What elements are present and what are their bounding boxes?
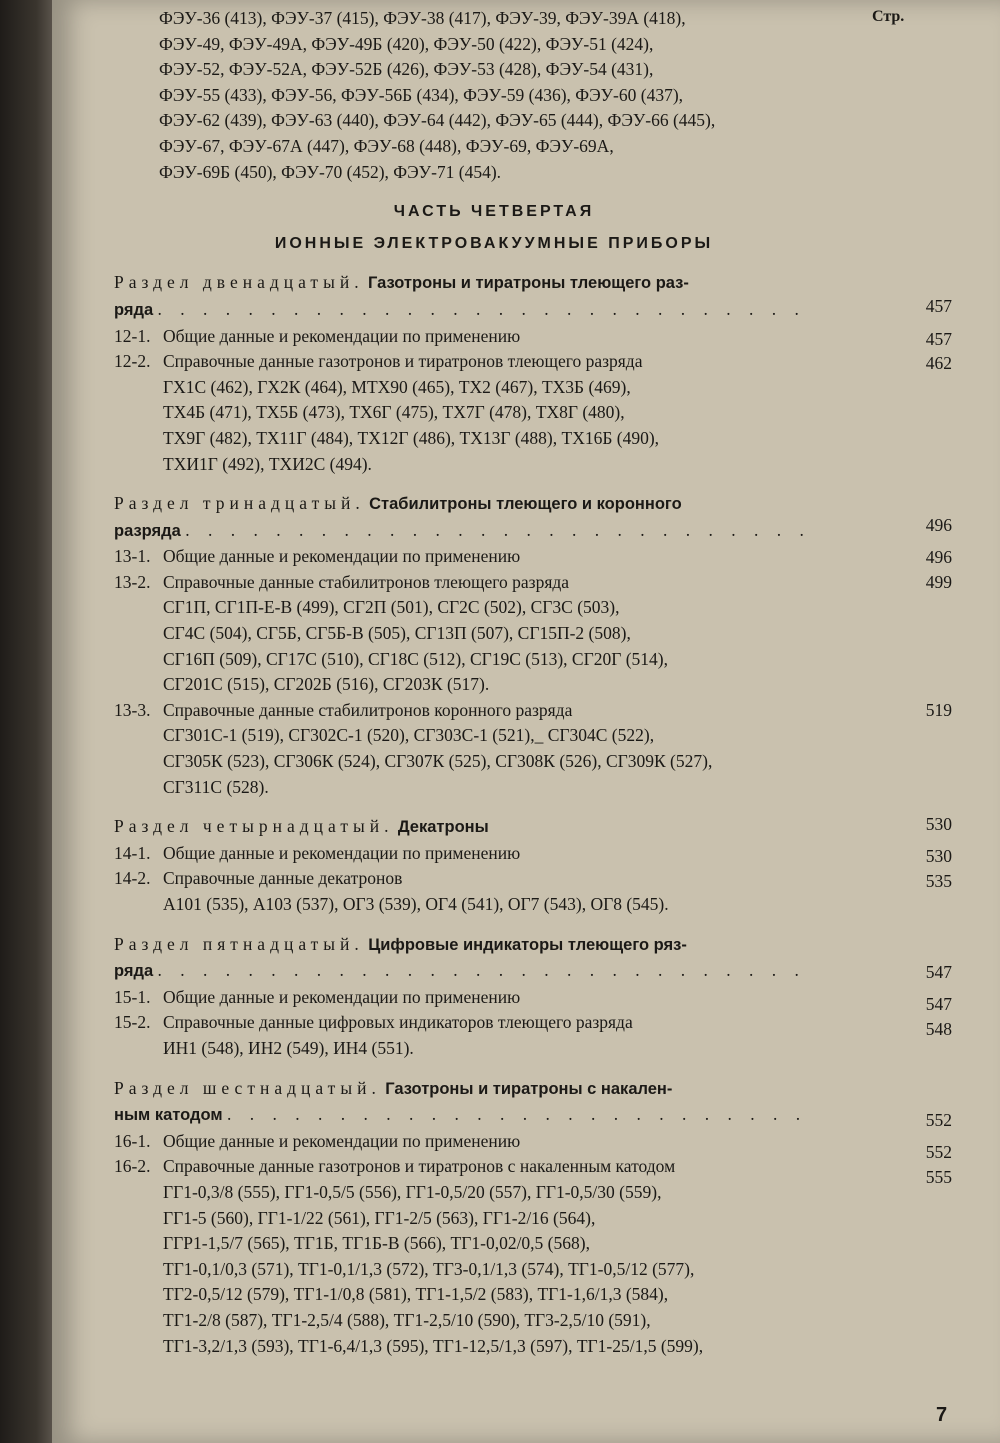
item-detail: СГ311С (528).	[163, 776, 269, 797]
section-title: Газотроны и тиратроны с накален-	[385, 1079, 673, 1098]
item-number: 16-1.	[114, 1130, 151, 1151]
section-title: Газотроны и тиратроны тлеющего раз-	[367, 274, 689, 293]
section-title: Декатроны	[397, 818, 489, 837]
page-number: 535	[925, 871, 952, 891]
item-text: Общие данные и рекомендации по применению	[163, 986, 521, 1007]
section-title: Стабилитроны тлеющего и коронного	[369, 495, 682, 514]
item-text: Справочные данные декатронов	[163, 868, 403, 889]
section-title-cont: ряда	[114, 300, 154, 319]
section-14	[114, 814, 874, 917]
section-12: Раздел двенадцатый. Газотроны и тиратроны тлеющего раз- ряда . . . . . . . . . . . . . . . . . . . . . . . . . . . . . 12-1. Общие данные и рекомендации по применению 12-2. Справочные данные газотронов и тиратронов тлеющего разряда ГХ1С (462), ГХ2К (464), МТХ90 (465), ТХ2 (467), ТХ3Б (469), ТХ4Б (471), ТХ5Б (473), ТХ6Г (475), ТХ7Г (478), ТХ8Г (480), ТХ9Г (482), ТХ11Г (484), ТХ12Г (486), ТХ13Г (488), ТХ16Б (490), ТХИ1Г (492), ТХИ2С (494).	[114, 270, 874, 477]
item-detail: А101 (535), А103 (537), ОГ3 (539), ОГ4 (541), ОГ7 (543), ОГ8 (545).	[163, 894, 669, 914]
section-label: Раздел четырнадцатый.	[114, 816, 394, 837]
section-16: Раздел шестнадцатый. Газотроны и тиратроны с накален- ным катодом . . . . . . . . . . . . . . . . . . . . . . . . . . 16-1. Общие данные и рекомендации по применению 16-2. Справочные данные газотронов и тиратронов с накаленным катодом ГГ1-0,3/8 (555), ГГ1-0,5/5 (556), ГГ1-0,5/20 (557), ГГ1-0,5/30 (559), ГГ1-5 (560), ГГ1-1/22 (561), ГГ1-2/5 (563), ГГ1-2/16 (564), ГГР1-1,5/7 (565), ТГ1Б, ТГ1Б-В (566), ТГ1-0,02/0,5 (568), ТГ1-0,1/0,3 (571), ТГ1-0,1/1,3 (572), ТГ3-0,1/1,3 (574), ТГ1-0,5/12 (577), ТГ2-0,5/12 (579), ТГ1-1/0,8 (581), ТГ1-1,5/2 (583), ТГ1-1,6/1,3 (584), ТГ1-2/8 (587), ТГ1-2,5/4 (588), ТГ1-2,5/10 (590), ТГ3-2,5/10 (591), ТГ1-3,2/1,3 (593), ТГ1-6,4/1,3 (595), ТГ1-12,5/1,3 (597), ТГ1-25/1,5 (599),	[114, 1076, 874, 1360]
top-line: ФЭУ-49, ФЭУ-49А, ФЭУ-49Б (420), ФЭУ-50 (422), ФЭУ-51 (424),	[159, 33, 654, 54]
item-detail: ТГ1-0,1/0,3 (571), ТГ1-0,1/1,3 (572), ТГ3-0,1/1,3 (574), ТГ1-0,5/12 (577),	[163, 1258, 695, 1279]
section-title-cont: ряда	[114, 962, 154, 981]
page-number: 499	[925, 572, 952, 592]
page-column-label: Стр.	[872, 8, 905, 25]
page-number: 555	[925, 1167, 952, 1187]
item-detail: СГ201С (515), СГ202Б (516), СГ203К (517).	[163, 674, 490, 695]
item-number: 13-2.	[114, 571, 151, 592]
item-detail: ГГР1-1,5/7 (565), ТГ1Б, ТГ1Б-В (566), ТГ1-0,02/0,5 (568),	[163, 1233, 590, 1254]
top-block	[114, 6, 874, 185]
item-detail: ТХ4Б (471), ТХ5Б (473), ТХ6Г (475), ТХ7Г (478), ТХ8Г (480),	[163, 402, 625, 423]
item-text: Общие данные и рекомендации по применению	[163, 546, 521, 567]
item-number: 12-2.	[114, 351, 151, 372]
page-number: 547	[925, 962, 952, 982]
top-line: ФЭУ-67, ФЭУ-67А (447), ФЭУ-68 (448), ФЭУ-69, ФЭУ-69А,	[159, 135, 614, 156]
section-title: Цифровые индикаторы тлеющего ряз-	[368, 935, 687, 954]
section-13: Раздел тринадцатый. Стабилитроны тлеющего и коронного разряда . . . . . . . . . . . . . . . . . . . . . . . . . . . . 13-1. Общие данные и рекомендации по применению 13-2. Справочные данные стабилитронов тлеющего разряда СГ1П, СГ1П-Е-В (499), СГ2П (501), СГ2С (502), СГ3С (503), СГ4С (504), СГ5Б, СГ5Б-В (505), СГ13П (507), СГ15П-2 (508), СГ16П (509), СГ17С (510), СГ18С (512), СГ19С (513), СГ20Г (514), СГ201С (515), СГ202Б (516), СГ203К (517). 13-3. Справочные данные стабилитронов коронного разряда СГ301С-1 (519), СГ302С-1 (520), СГ303С-1 (521),_ СГ304С (522), СГ305К (523), СГ306К (524), СГ307К (525), СГ308К (526), СГ309К (527), СГ311С (528).	[114, 491, 874, 800]
page-number: 462	[925, 353, 952, 373]
section-label: Раздел шестнадцатый.	[114, 1077, 381, 1098]
page-number: 457	[925, 296, 952, 316]
item-detail: ТХ9Г (482), ТХ11Г (484), ТХ12Г (486), ТХ13Г (488), ТХ16Б (490),	[163, 427, 660, 448]
item-detail: ТГ2-0,5/12 (579), ТГ1-1/0,8 (581), ТГ1-1,5/2 (583), ТГ1-1,6/1,3 (584),	[163, 1284, 669, 1305]
section-label: Раздел пятнадцатый.	[114, 933, 364, 954]
toc-body	[114, 6, 874, 1359]
item-number: 15-2.	[114, 1012, 151, 1033]
section-title-cont: разряда	[114, 521, 181, 540]
page-number: 552	[925, 1110, 952, 1130]
item-detail: ГХ1С (462), ГХ2К (464), МТХ90 (465), ТХ2 (467), ТХ3Б (469),	[163, 376, 631, 397]
item-number: 14-1.	[114, 842, 151, 863]
item-detail: СГ305К (523), СГ306К (524), СГ307К (525), СГ308К (526), СГ309К (527),	[163, 751, 713, 772]
item-text: Общие данные и рекомендации по применению	[163, 1130, 521, 1151]
item-number: 13-1.	[114, 546, 151, 567]
top-line: ФЭУ-52, ФЭУ-52А, ФЭУ-52Б (426), ФЭУ-53 (428), ФЭУ-54 (431),	[159, 59, 654, 80]
item-number: 12-1.	[114, 325, 151, 346]
item-text: Справочные данные газотронов и тиратронов с накаленным катодом	[163, 1156, 676, 1177]
item-detail: ТГ1-3,2/1,3 (593), ТГ1-6,4/1,3 (595), ТГ1-12,5/1,3 (597), ТГ1-25/1,5 (599),	[163, 1335, 704, 1356]
item-number: 13-3.	[114, 699, 151, 720]
item-detail: ГГ1-5 (560), ГГ1-1/22 (561), ГГ1-2/5 (563), ГГ1-2/16 (564),	[163, 1207, 596, 1228]
footer-page-number: 7	[936, 1404, 948, 1426]
item-text: Справочные данные газотронов и тиратронов тлеющего разряда	[163, 351, 643, 372]
item-detail: ТГ1-2/8 (587), ТГ1-2,5/4 (588), ТГ1-2,5/10 (590), ТГ3-2,5/10 (591),	[163, 1309, 651, 1330]
book-gutter	[0, 0, 52, 1443]
page-number: 530	[925, 814, 952, 834]
item-detail: ИН1 (548), ИН2 (549), ИН4 (551).	[163, 1037, 414, 1058]
top-line: ФЭУ-36 (413), ФЭУ-37 (415), ФЭУ-38 (417), ФЭУ-39, ФЭУ-39А (418),	[159, 8, 686, 28]
item-detail: ГГ1-0,3/8 (555), ГГ1-0,5/5 (556), ГГ1-0,5/20 (557), ГГ1-0,5/30 (559),	[163, 1181, 662, 1202]
item-text: Справочные данные цифровых индикаторов тлеющего разряда	[163, 1012, 633, 1033]
page-number: 519	[925, 700, 952, 720]
item-detail: СГ16П (509), СГ17С (510), СГ18С (512), СГ19С (513), СГ20Г (514),	[163, 648, 668, 669]
page-number: 548	[925, 1019, 952, 1039]
page-number: 530	[925, 846, 952, 866]
page-number: 552	[925, 1142, 952, 1162]
top-line: ФЭУ-55 (433), ФЭУ-56, ФЭУ-56Б (434), ФЭУ-59 (436), ФЭУ-60 (437),	[159, 84, 684, 105]
top-line: ФЭУ-62 (439), ФЭУ-63 (440), ФЭУ-64 (442), ФЭУ-65 (444), ФЭУ-66 (445),	[159, 110, 716, 131]
item-text: Общие данные и рекомендации по применению	[163, 325, 521, 346]
item-detail: СГ301С-1 (519), СГ302С-1 (520), СГ303С-1 (521),_ СГ304С (522),	[163, 725, 655, 746]
page-number: 496	[925, 547, 952, 567]
page-number: 457	[925, 329, 952, 349]
section-title-cont: ным катодом	[114, 1106, 223, 1125]
section-label: Раздел двенадцатый.	[114, 272, 364, 293]
part-subtitle: ИОННЫЕ ЭЛЕКТРОВАКУУМНЫЕ ПРИБОРЫ	[274, 234, 714, 252]
item-text: Общие данные и рекомендации по применению	[163, 842, 521, 863]
item-detail: ТХИ1Г (492), ТХИ2С (494).	[163, 453, 372, 474]
item-text: Справочные данные стабилитронов тлеющего разряда	[163, 571, 570, 592]
book-page	[52, 0, 1000, 1443]
item-detail: СГ4С (504), СГ5Б, СГ5Б-В (505), СГ13П (507), СГ15П-2 (508),	[163, 623, 631, 644]
item-number: 16-2.	[114, 1156, 151, 1177]
item-number: 14-2.	[114, 868, 151, 889]
item-number: 15-1.	[114, 986, 151, 1007]
part-title: ЧАСТЬ ЧЕТВЕРТАЯ	[393, 203, 595, 221]
item-text: Справочные данные стабилитронов коронного разряда	[163, 699, 573, 720]
page-number: 496	[925, 515, 952, 535]
top-line: ФЭУ-69Б (450), ФЭУ-70 (452), ФЭУ-71 (454).	[159, 161, 502, 182]
page-number: 547	[925, 994, 952, 1014]
item-detail: СГ1П, СГ1П-Е-В (499), СГ2П (501), СГ2С (502), СГ3С (503),	[163, 597, 620, 618]
section-15: Раздел пятнадцатый. Цифровые индикаторы тлеющего ряз- ряда . . . . . . . . . . . . . . . . . . . . . . . . . . . . . 15-1. Общие данные и рекомендации по применению 15-2. Справочные данные цифровых индикаторов тлеющего разряда ИН1 (548), ИН2 (549), ИН4 (551).	[114, 932, 874, 1062]
section-label: Раздел тринадцатый.	[114, 493, 365, 514]
